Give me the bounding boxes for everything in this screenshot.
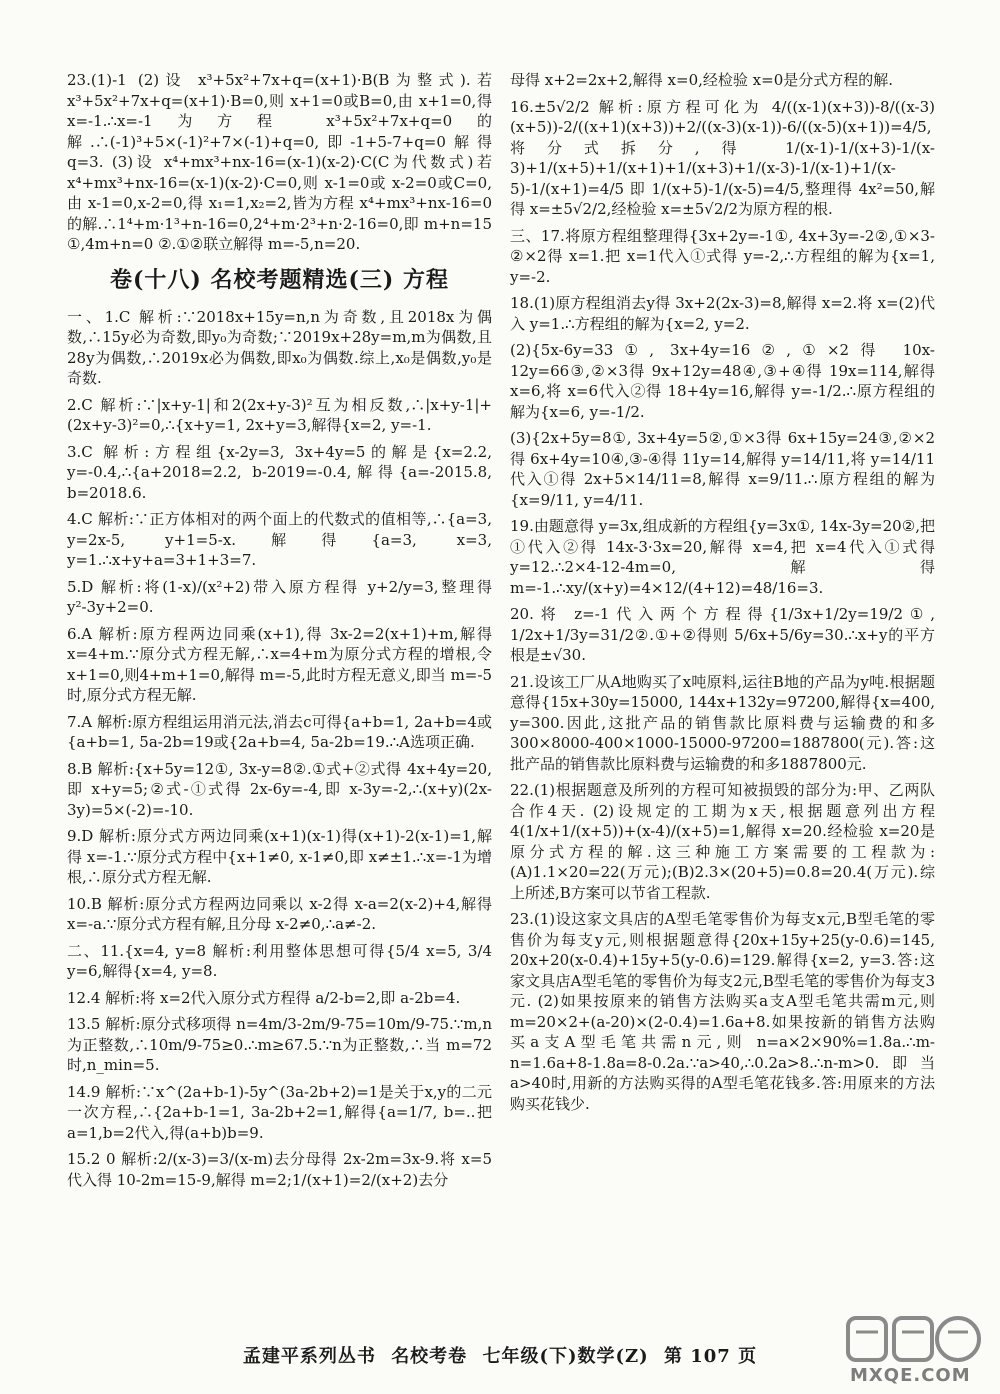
answer-14: 14.9 解析:∵x^(2a+b-1)-5y^(3a-2b+2)=1是关于x,y的二元一次方程,∴{2a+b-1=1, 3a-2b+2=1,解得{a=1/7, b=..把 a=1,b=2代入,得(a+b)b=9. <box>67 1082 492 1142</box>
watermark-stamp-icon <box>840 1310 990 1370</box>
answer-6: 6.A 解析:原方程两边同乘(x+1),得 3x-2=2(x+1)+m,解得 x=4+m.∵原分式方程无解,∴x=4+m为原分式方程的增根,令 x+1=0,则4+m+1=0,解得 m=-5,此时方程无意义,即当 m=-5时,原分式方程无解. <box>67 624 492 704</box>
answer-5: 5.D 解析:将(1-x)/(x²+2)带入原方程得 y+2/y=3,整理得 y²-3y+2=0. <box>67 577 492 616</box>
answer-8: 8.B 解析:{x+5y=12①, 3x-y=8②.①式+②式得 4x+4y=20,即 x+y=5;②式-①式得 2x-6y=-4,即 x-3y=-2,∴(x+y)(2x-3y)=5×(-2)=-10. <box>67 759 492 819</box>
answer-3: 3.C 解析:方程组{x-2y=3, 3x+4y=5的解是{x=2.2, y=-0.4,∴{a+2018=2.2, b-2019=-0.4,解得{a=-2015.8, b=2018.6. <box>67 442 492 502</box>
answer-18-3: (3){2x+5y=8①, 3x+4y=5②,①×3得 6x+15y=24③,②×2得 6x+4y=10④,③-④得 11y=14,解得 y=14/11,将 y=14/11代入①得 2x+5×14/11=8,解得 x=9/11.∴原方程组的解为{x=9/11, y=4/11. <box>510 429 935 509</box>
answer-12: 12.4 解析:将 x=2代入原分式方程得 a/2-b=2,即 a-2b=4. <box>67 988 461 1007</box>
right-column <box>510 70 935 1120</box>
answer-21: 21.设该工厂从A地购买了x吨原料,运往B地的产品为y吨.根据题意得{15x+30y=15000, 144x+132y=97200,解得{x=400, y=300.因此,这批产品的销售款比原料费与运输费的和多 300×8000-400×1000-15000-97200=1887800(元).答:这批产品的销售款比原料费与运输费的和多1887800元. <box>510 672 935 773</box>
answer-15-cont: 母得 x+2=2x+2,解得 x=0,经检验 x=0是分式方程的解. <box>510 71 894 89</box>
answer-15: 15.2 0 解析:2/(x-3)=3/(x-m)去分母得 2x-2m=3x-9.将 x=5代入得 10-2m=15-9,解得 m=2;1/(x+1)=2/(x+2)去分 <box>67 1150 492 1189</box>
footer-page-number: 第 107 页 <box>663 1346 758 1367</box>
footer-grade: 七年级(下)数学(Z) <box>482 1346 649 1367</box>
answer-23: 23.(1)设这家文具店的A型毛笔零售价为每支x元,B型毛笔的零售价为每支y元,则根据题意得{20x+15y+25(y-0.6)=145, 20x+20(x-0.4)+15y+5(y-0.6)=129.解得{x=2, y=3.答:这家文具店A型毛笔的零售价为每支2元,B型毛笔的零售价为每支3元. (2)如果按原来的销售方法购买a支A型毛笔共需m元,则 m=20×2+(a-20)×(2-0.4)=1.6a+8.如果按新的销售方法购买a支A型毛笔共需n元,则 n=a×2×90%=1.8a.∴m-n=1.6a+8-1.8a=8-0.2a.∵a>40,∴0.2a>8.∴n-m>0.即当a>40时,用新的方法购买得的A型毛笔花钱多.答:用原来的方法购买花钱少. <box>510 910 935 1113</box>
answer-9: 9.D 解析:原分式方两边同乘(x+1)(x-1)得(x+1)-2(x-1)=1,解得 x=-1.∵原分式方程中{x+1≠0, x-1≠0,即 x≠±1.∴x=-1为增根,∴原分式方程无解. <box>67 827 492 886</box>
section-title: 卷(十八) 名校考题精选(三) 方程 <box>110 266 449 293</box>
left-column <box>67 70 492 1196</box>
answer-20: 20.将 z=-1代入两个方程得{1/3x+1/2y=19/2①, 1/2x+1/3y=31/2②.①+②得则 5/6x+5/6y=30.∴x+y的平方根是±√30. <box>510 605 935 664</box>
watermark-text: MXQE.COM <box>850 1365 971 1386</box>
footer-book: 名校考卷 <box>391 1346 468 1367</box>
footer-series: 孟建平系列丛书 <box>242 1346 376 1367</box>
answer-11: 二、11.{x=4, y=8 解析:利用整体思想可得{5/4 x=5, 3/4 y=6,解得{x=4, y=8. <box>67 941 492 980</box>
answer-2: 2.C 解析:∵|x+y-1|和2(2x+y-3)²互为相反数,∴|x+y-1|+(2x+y-3)²=0,∴{x+y=1, 2x+y=3,解得{x=2, y=-1. <box>67 395 492 434</box>
answer-23-prev: 23.(1)-1 (2)设 x³+5x²+7x+q=(x+1)·B(B为整式).若 x³+5x²+7x+q=(x+1)·B=0,则 x+1=0或B=0,由 x+1=0,得 x=-1.∴x=-1为方程 x³+5x²+7x+q=0的解.∴(-1)³+5×(-1)²+7×(-1)+q=0,即-1+5-7+q=0解得 q=3. (3)设 x⁴+mx³+nx-16=(x-1)(x-2)·C(C为代数式)若 x⁴+mx³+nx-16=(x-1)(x-2)·C=0,则 x-1=0或 x-2=0或C=0,由 x-1=0,x-2=0,得 x₁=1,x₂=2,皆为方程 x⁴+mx³+nx-16=0的解.∴1⁴+m·1³+n-16=0,2⁴+m·2³+n·2-16=0,即 m+n=15 ①,4m+n=0 ②.①②联立解得 m=-5,n=20. <box>67 71 492 253</box>
answer-17: 三、17.将原方程组整理得{3x+2y=-1①, 4x+3y=-2②,①×3-②×2得 x=1.把 x=1代入①式得 y=-2,∴方程组的解为{x=1, y=-2. <box>510 226 935 286</box>
answer-4: 4.C 解析:∵正方体相对的两个面上的代数式的值相等,∴{a=3, y=2x-5, y+1=5-x.解得{a=3, x=3, y=1.∴x+y+a=3+1+3=7. <box>67 510 492 569</box>
answer-22: 22.(1)根据题意及所列的方程可知被损毁的部分为:甲、乙两队合作4天. (2)设规定的工期为x天,根据题意列出方程 4(1/x+1/(x+5))+(x-4)/(x+5)=1,解得 x=20.经检验 x=20是原分式方程的解.这三种施工方案需要的工程款为:(A)1.1×20=22(万元);(B)2.3×(20+5)=0.8=20.4(万元).综上所述,B方案可以节省工程款. <box>510 781 935 902</box>
answer-10: 10.B 解析:原分式方程两边同乘以 x-2得 x-a=2(x-2)+4,解得 x=-a.∵原分式方程有解,且分母 x-2≠0,∴a≠-2. <box>67 894 492 933</box>
answer-16: 16.±5√2/2 解析:原方程可化为 4/((x-1)(x+3))-8/((x-3)(x+5))-2/((x+1)(x+3))+2/((x-3)(x-1))-6/((x-5)(x+1))=4/5,将分式拆分,得 1/(x-1)-1/(x+3)-1/(x-3)+1/(x+5)+1/(x+1)+1/(x+3)+1/(x-3)-1/(x-1)+1/(x-5)-1/(x+1)=4/5 即 1/(x+5)-1/(x-5)=4/5,整理得 4x²=50,解得 x=±5√2/2,经检验 x=±5√2/2为原方程的根. <box>510 97 935 218</box>
answer-13: 13.5 解析:原分式移项得 n=4m/3-2m/9-75=10m/9-75.∵m,n为正整数,∴10m/9-75≥0.∴m≥67.5.∵n为正整数,∴当 m=72时,n_min=5. <box>67 1015 492 1074</box>
answer-1: 一、1.C 解析:∵2018x+15y=n,n为奇数,且2018x为偶数,∴15y必为奇数,即y₀为奇数;∵2019x+28y=m,m为偶数,且28y为偶数,∴2019x必为偶数,即x₀为偶数.综上,x₀是偶数,y₀是奇数. <box>67 307 492 387</box>
answer-7: 7.A 解析:原方程组运用消元法,消去c可得{a+b=1, 2a+b=4或{a+b=1, 5a-2b=19或{2a+b=4, 5a-2b=19.∴A选项正确. <box>67 712 492 751</box>
watermark-logo <box>840 1310 990 1390</box>
answer-18-2: (2){5x-6y=33①, 3x+4y=16②,①×2得 10x-12y=66③,②×3得 9x+12y=48④,③+④得 19x=114,解得 x=6,将 x=6代入②得 18+4y=16,解得 y=-1/2.∴原方程组的解为{x=6, y=-1/2. <box>510 341 935 421</box>
answer-19: 19.由题意得 y=3x,组成新的方程组{y=3x①, 14x-3y=20②,把①代入②得 14x-3·3x=20,解得 x=4,把 x=4代入①式得 y=12.∴2×4-12-4m=0,解得 m=-1.∴xy/(x+y)=4×12/(4+12)=48/16=3. <box>510 517 935 597</box>
answer-18-1: 18.(1)原方程组消去y得 3x+2(2x-3)=8,解得 x=2.将 x=(2)代入 y=1.∴方程组的解为{x=2, y=2. <box>510 294 935 333</box>
